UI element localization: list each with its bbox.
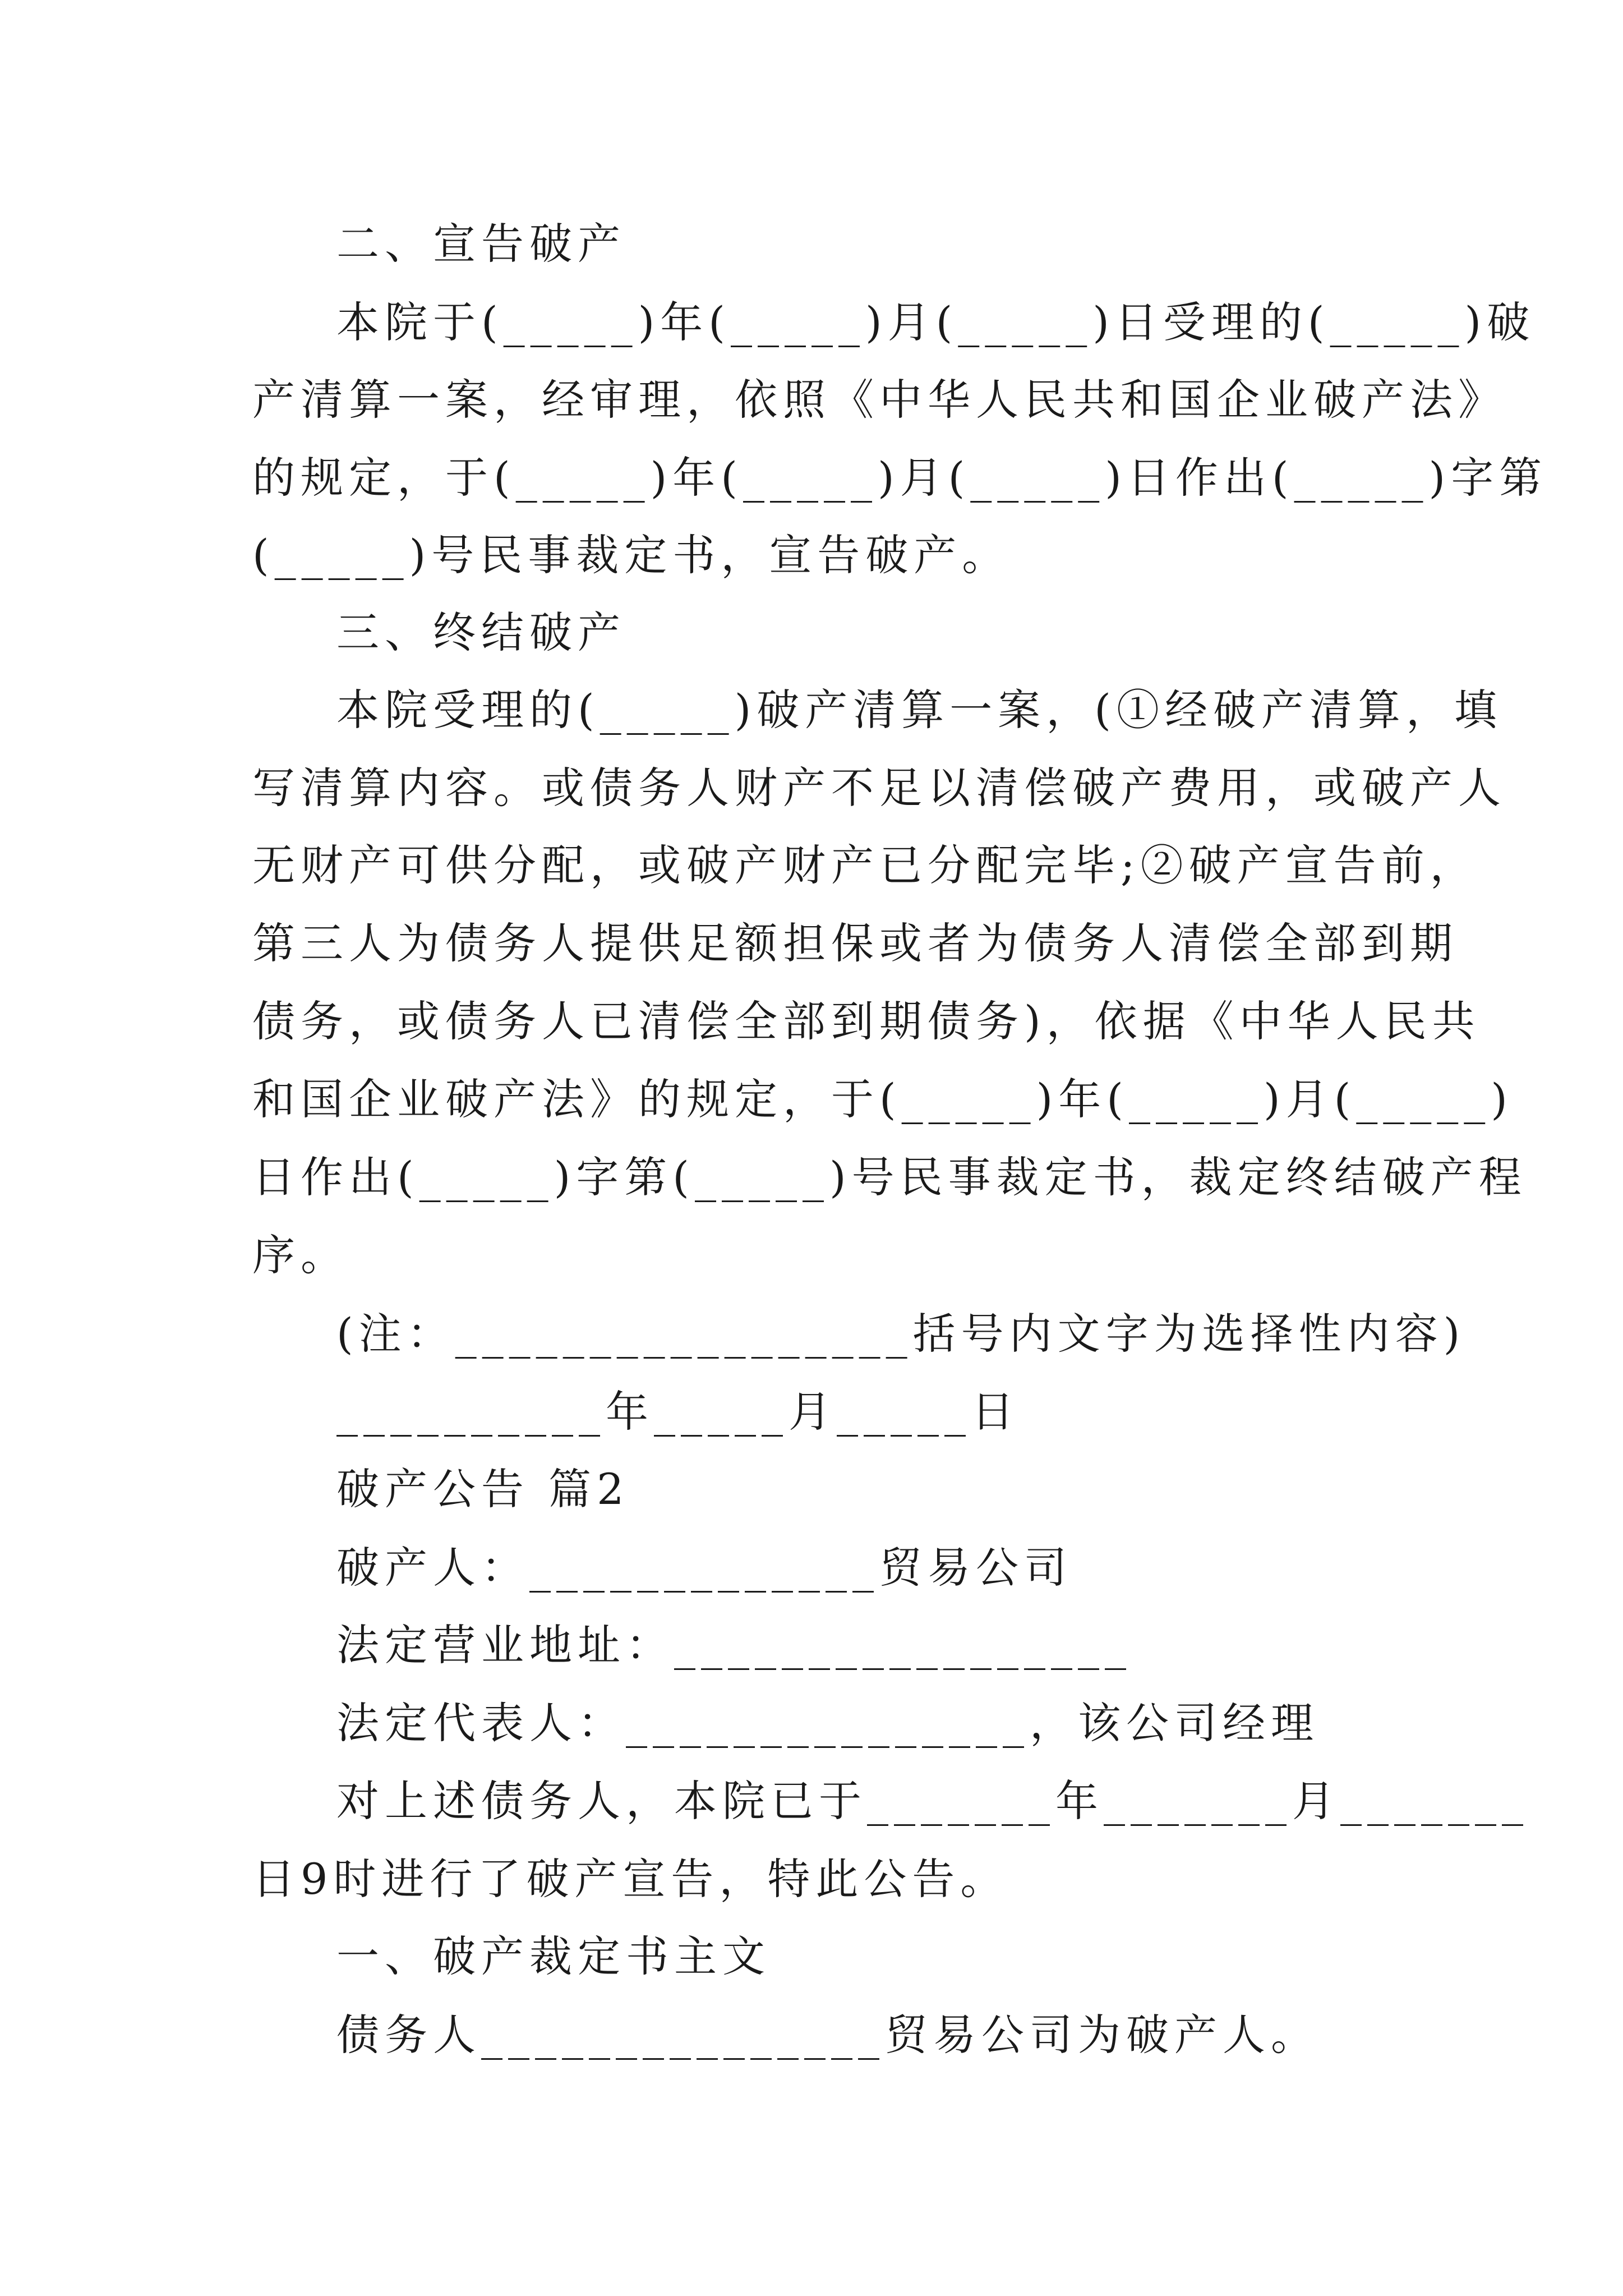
paragraph-line: 债务，或债务人已清偿全部到期债务)，依据《中华人民共 — [252, 996, 1481, 1046]
section-heading-ruling-text: 一、破产裁定书主文 — [336, 1931, 771, 1981]
date-line: __________年_____月_____日 — [336, 1387, 1020, 1437]
paragraph-line: 本院于(_____)年(_____)月(_____)日受理的(_____)破 — [336, 297, 1536, 347]
paragraph-line: 写清算内容。或债务人财产不足以清偿破产费用，或破产人 — [252, 763, 1506, 813]
paragraph-line: 和国企业破产法》的规定，于(_____)年(_____)月(_____) — [252, 1074, 1513, 1124]
section-heading-terminate-bankruptcy: 三、终结破产 — [336, 608, 626, 657]
paragraph-line: 产清算一案，经审理，依照《中华人民共和国企业破产法》 — [252, 375, 1506, 425]
paragraph-line: 的规定，于(_____)年(_____)月(_____)日作出(_____)字第 — [252, 453, 1548, 503]
section-title-part-2: 破产公告 篇2 — [336, 1464, 630, 1514]
paragraph-line: 日作出(_____)字第(_____)号民事裁定书，裁定终结破产程 — [252, 1152, 1527, 1202]
paragraph-line: 本院受理的(_____)破产清算一案，(①经破产清算，填 — [336, 685, 1502, 735]
legal-representative-line: 法定代表人：_______________，该公司经理 — [336, 1698, 1319, 1748]
paragraph-line: 债务人_______________贸易公司为破产人。 — [336, 2010, 1319, 2060]
paragraph-line: 日9时进行了破产宣告，特此公告。 — [252, 1854, 1009, 1904]
paragraph-line: 对上述债务人，本院已于_______年_______月_______ — [336, 1776, 1529, 1826]
paragraph-line: 第三人为债务人提供足额担保或者为债务人清偿全部到期 — [252, 918, 1458, 968]
paragraph-line: (_____)号民事裁定书，宣告破产。 — [252, 530, 1011, 580]
paragraph-line: 序。 — [252, 1230, 349, 1280]
paragraph-line: 无财产可供分配，或破产财产已分配完毕;②破产宣告前， — [252, 840, 1478, 890]
section-heading-declare-bankruptcy: 二、宣告破产 — [336, 219, 626, 269]
business-address-line: 法定营业地址：_________________ — [336, 1620, 1132, 1670]
note-line: (注：_________________括号内文字为选择性内容) — [336, 1309, 1466, 1359]
bankrupt-party-line: 破产人：_____________贸易公司 — [336, 1543, 1072, 1593]
